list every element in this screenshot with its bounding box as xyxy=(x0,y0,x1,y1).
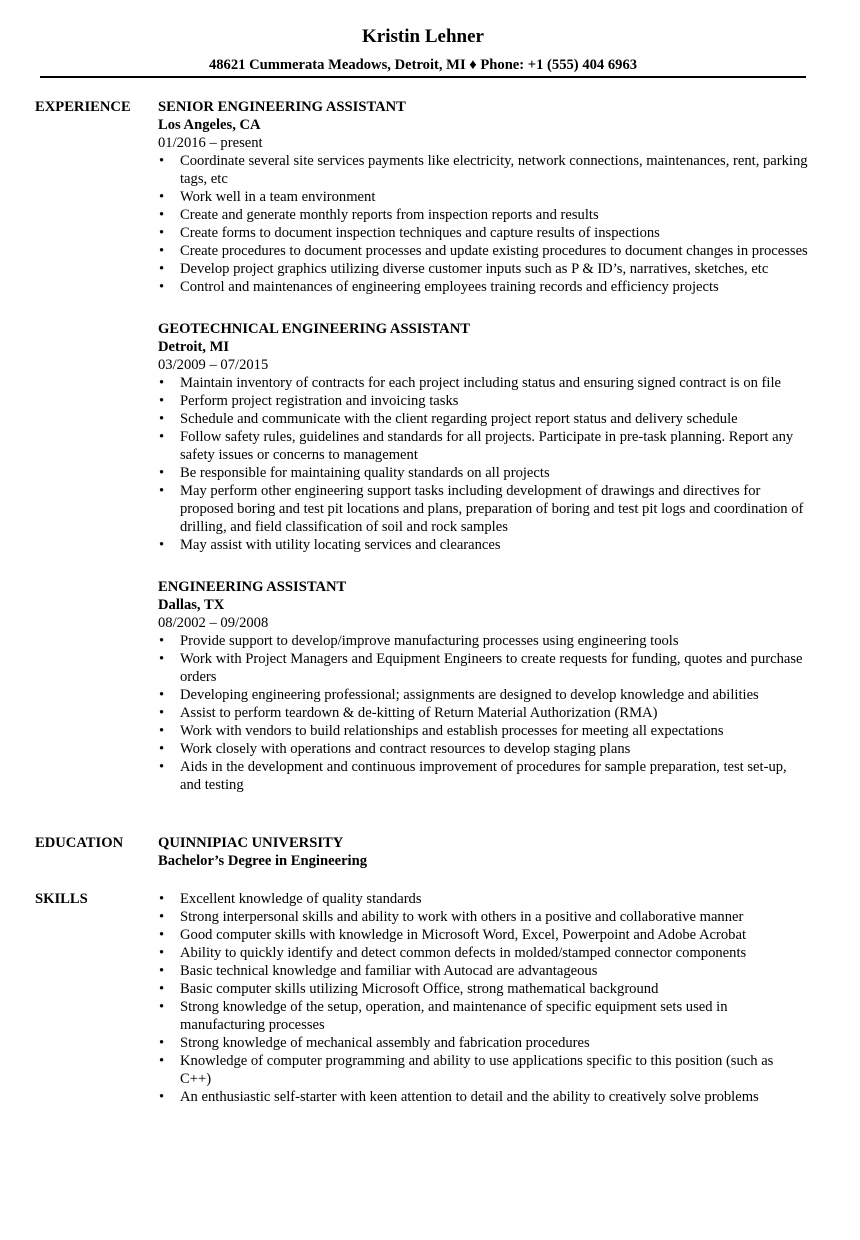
job-location: Los Angeles, CA xyxy=(158,117,261,133)
job-title: SENIOR ENGINEERING ASSISTANT xyxy=(158,99,406,115)
job-entry xyxy=(158,320,818,554)
skill-item: • Strong knowledge of mechanical assembly and fabrication procedures xyxy=(158,1034,808,1052)
job-location: Detroit, MI xyxy=(158,339,230,355)
skill-item: • Basic technical knowledge and familiar with Autocad are advantageous xyxy=(158,962,808,980)
bullet-item: • Provide support to develop/improve manufacturing processes using engineering tools xyxy=(158,632,808,650)
job-bullets xyxy=(158,152,818,296)
bullet-item: • May perform other engineering support tasks including development of drawings and directives for proposed boring and test pit locations and plans, preparation of boring and test pit logs and coordination of drilling, and field classification of soil and rock samples xyxy=(158,482,808,536)
bullet-item: • Perform project registration and invoicing tasks xyxy=(158,392,808,410)
job-title: GEOTECHNICAL ENGINEERING ASSISTANT xyxy=(158,321,470,337)
skill-item: • Knowledge of computer programming and ability to use applications specific to this position (such as C++) xyxy=(158,1052,808,1088)
bullet-item: • Create procedures to document processes and update existing procedures to document changes in processes xyxy=(158,242,808,260)
bullet-item: • Create forms to document inspection techniques and capture results of inspections xyxy=(158,224,808,242)
job-entry xyxy=(158,98,818,296)
resume-header xyxy=(0,24,846,74)
school-name: QUINNIPIAC UNIVERSITY xyxy=(158,835,344,851)
bullet-item: • Work closely with operations and contract resources to develop staging plans xyxy=(158,740,808,758)
education-body xyxy=(158,834,818,870)
skill-item: • Excellent knowledge of quality standards xyxy=(158,890,808,908)
bullet-item: • Be responsible for maintaining quality standards on all projects xyxy=(158,464,808,482)
bullet-item: • Coordinate several site services payments like electricity, network connections, maintenances, rent, parking tags, etc xyxy=(158,152,808,188)
job-dates: 08/2002 – 09/2008 xyxy=(158,615,269,631)
bullet-item: • Create and generate monthly reports from inspection reports and results xyxy=(158,206,808,224)
skill-item: • Ability to quickly identify and detect common defects in molded/stamped connector components xyxy=(158,944,808,962)
bullet-item: • Developing engineering professional; assignments are designed to develop knowledge and abilities xyxy=(158,686,808,704)
skill-item: • Basic computer skills utilizing Microsoft Office, strong mathematical background xyxy=(158,980,808,998)
bullet-item: • Maintain inventory of contracts for each project including status and ensuring signed contract is on file xyxy=(158,374,808,392)
job-bullets xyxy=(158,632,818,794)
job-entry xyxy=(158,578,818,794)
job-bullets xyxy=(158,374,818,554)
job-dates: 01/2016 – present xyxy=(158,135,263,151)
skills-list xyxy=(158,890,818,1106)
bullet-item: • Follow safety rules, guidelines and standards for all projects. Participate in pre-task planning. Report any safety issues or concerns to management xyxy=(158,428,808,464)
bullet-item: • Control and maintenances of engineering employees training records and efficiency projects xyxy=(158,278,808,296)
skills-body xyxy=(158,890,818,1106)
bullet-item: • Develop project graphics utilizing diverse customer inputs such as P & ID’s, narratives, sketches, etc xyxy=(158,260,808,278)
experience-body xyxy=(158,98,818,818)
skill-item: • Strong knowledge of the setup, operation, and maintenance of specific equipment sets used in manufacturing processes xyxy=(158,998,808,1034)
bullet-item: • Aids in the development and continuous improvement of procedures for sample preparation, test set-up, and testing xyxy=(158,758,808,794)
skill-item: • Strong interpersonal skills and ability to work with others in a positive and collaborative manner xyxy=(158,908,808,926)
bullet-item: • Schedule and communicate with the client regarding project report status and delivery schedule xyxy=(158,410,808,428)
job-location: Dallas, TX xyxy=(158,597,225,613)
candidate-name: Kristin Lehner xyxy=(362,26,484,47)
contact-line: 48621 Cummerata Meadows, Detroit, MI ♦ Phone: +1 (555) 404 6963 xyxy=(208,57,638,73)
job-dates: 03/2009 – 07/2015 xyxy=(158,357,269,373)
experience-heading: EXPERIENCE xyxy=(35,99,131,115)
job-title: ENGINEERING ASSISTANT xyxy=(158,579,347,595)
bullet-item: • Assist to perform teardown & de-kitting of Return Material Authorization (RMA) xyxy=(158,704,808,722)
education-heading: EDUCATION xyxy=(35,835,124,851)
skill-item: • Good computer skills with knowledge in Microsoft Word, Excel, Powerpoint and Adobe Acrobat xyxy=(158,926,808,944)
bullet-item: • Work well in a team environment xyxy=(158,188,808,206)
skill-item: • An enthusiastic self-starter with keen attention to detail and the ability to creatively solve problems xyxy=(158,1088,808,1106)
header-divider xyxy=(40,76,806,78)
bullet-item: • Work with vendors to build relationships and establish processes for meeting all expectations xyxy=(158,722,808,740)
bullet-item: • May assist with utility locating services and clearances xyxy=(158,536,808,554)
degree-name: Bachelor’s Degree in Engineering xyxy=(158,853,368,869)
bullet-item: • Work with Project Managers and Equipment Engineers to create requests for funding, quotes and purchase orders xyxy=(158,650,808,686)
skills-heading: SKILLS xyxy=(35,891,88,907)
